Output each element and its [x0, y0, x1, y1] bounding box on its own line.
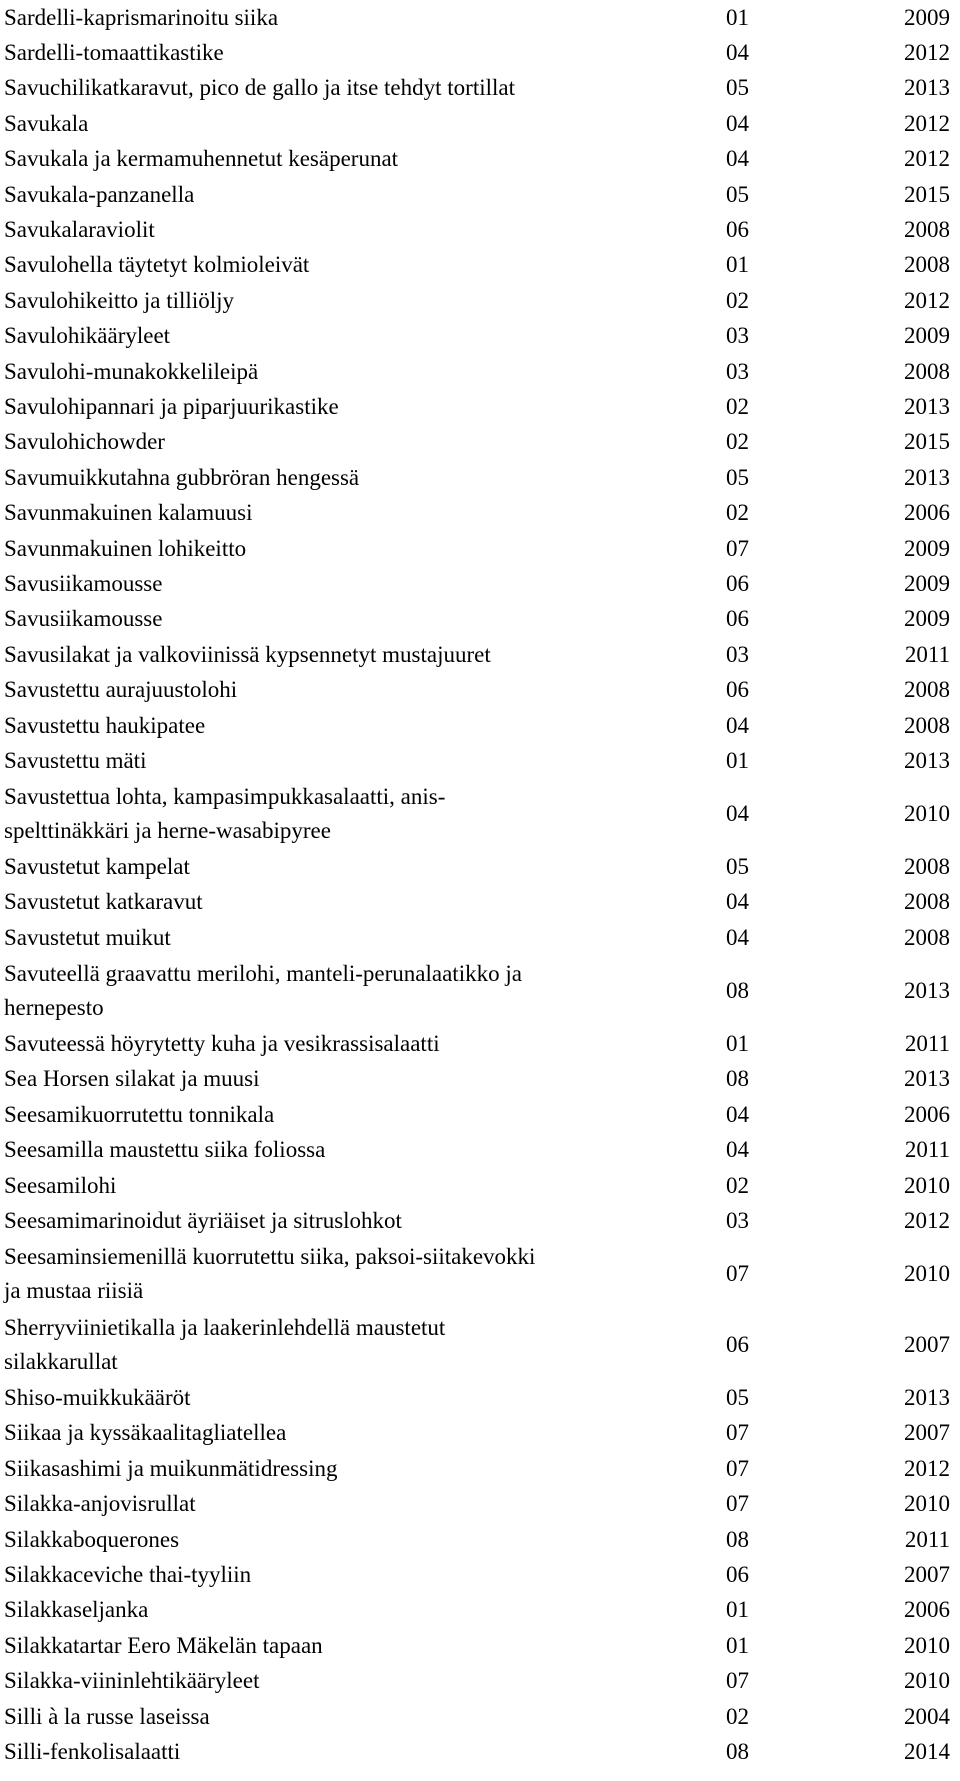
issue-year: 2008 [904, 677, 950, 703]
issue-year: 2008 [904, 252, 950, 278]
recipe-name: Savukala ja kermamuhennetut kesäperunat [4, 146, 399, 172]
index-row [4, 248, 956, 283]
index-row [4, 495, 956, 530]
issue-number: 02 [726, 500, 749, 526]
recipe-name: Siikasashimi ja muikunmätidressing [4, 1455, 338, 1481]
issue-number: 03 [726, 1208, 749, 1233]
issue-year: 2008 [904, 358, 950, 384]
issue-number: 03 [726, 358, 749, 384]
issue-number: 02 [726, 1172, 749, 1198]
issue-year: 2008 [904, 217, 950, 243]
issue-year: 2013 [904, 393, 950, 419]
index-row [4, 177, 956, 212]
index-row [4, 531, 956, 566]
recipe-name: Savukala-panzanella [4, 181, 195, 207]
issue-year: 2011 [904, 641, 950, 667]
recipe-name: Savustetut kampelat [4, 854, 190, 880]
issue-number: 05 [726, 854, 749, 880]
issue-number: 04 [726, 110, 749, 136]
index-row [4, 35, 956, 70]
issue-year: 2010 [904, 1172, 950, 1198]
issue-year: 2015 [904, 429, 950, 455]
issue-year: 2010 [904, 800, 950, 826]
issue-number: 01 [726, 4, 749, 30]
issue-number: 08 [726, 1738, 749, 1764]
index-row [4, 1133, 956, 1168]
issue-year: 2012 [904, 1455, 950, 1481]
issue-number: 02 [726, 1703, 749, 1729]
issue-number: 04 [726, 146, 749, 172]
issue-year: 2013 [904, 747, 950, 773]
issue-number: 01 [726, 252, 749, 278]
issue-number: 07 [726, 1420, 749, 1446]
issue-year: 2008 [904, 854, 950, 880]
issue-year: 2007 [904, 1331, 950, 1357]
index-row [4, 1628, 956, 1663]
recipe-name: Savustettu haukipatee [4, 712, 206, 738]
index-row [4, 743, 956, 778]
issue-number: 01 [726, 747, 749, 773]
index-row [4, 354, 956, 389]
index-row [4, 460, 956, 495]
recipe-name: Silakka-viininlehtikääryleet [4, 1668, 260, 1694]
issue-number: 01 [726, 1597, 749, 1623]
issue-year: 2013 [904, 75, 950, 101]
recipe-name: Seesamikuorrutettu tonnikala [4, 1101, 275, 1127]
issue-year: 2011 [904, 1031, 950, 1057]
issue-number: 06 [726, 570, 749, 596]
index-row [4, 319, 956, 354]
recipe-name: Seesamilohi [4, 1172, 117, 1198]
recipe-name: Silli-fenkolisalaatti [4, 1738, 181, 1764]
issue-year: 2006 [904, 1597, 950, 1623]
issue-year: 2007 [904, 1420, 950, 1446]
issue-number: 06 [726, 606, 749, 632]
issue-year: 2004 [904, 1703, 950, 1729]
issue-year: 2012 [904, 146, 950, 172]
issue-number: 04 [726, 712, 749, 738]
issue-number: 03 [726, 323, 749, 349]
issue-year: 2013 [904, 464, 950, 490]
issue-year: 2010 [904, 1261, 950, 1287]
index-row [4, 1026, 956, 1061]
index-row [4, 212, 956, 247]
recipe-name: Sardelli-kaprismarinoitu siika [4, 4, 279, 30]
recipe-name: Silakkatartar Eero Mäkelän tapaan [4, 1632, 323, 1658]
index-row [4, 1203, 956, 1238]
recipe-name: Silakkaceviche thai-tyyliin [4, 1561, 252, 1587]
index-row [4, 672, 956, 707]
issue-year: 2009 [904, 4, 950, 30]
recipe-name: Seesamimarinoidut äyriäiset ja sitruslohkot [4, 1208, 402, 1233]
index-row [4, 1557, 956, 1592]
index-row [4, 602, 956, 637]
index-row [4, 425, 956, 460]
recipe-name: Shiso-muikkukääröt [4, 1384, 191, 1410]
issue-year: 2012 [904, 40, 950, 66]
issue-number: 08 [726, 1526, 749, 1552]
index-row [4, 1486, 956, 1521]
index-row [4, 1416, 956, 1451]
index-row [4, 0, 956, 35]
index-row [4, 566, 956, 601]
recipe-name: Savustettua lohta, kampasimpukkasalaatti, anis- spelttinäkkäri ja herne-wasabipyree [4, 783, 446, 843]
issue-year: 2009 [904, 570, 950, 596]
issue-number: 04 [726, 889, 749, 915]
index-row [4, 389, 956, 424]
recipe-name: Savulohipannari ja piparjuurikastike [4, 393, 339, 419]
issue-number: 04 [726, 40, 749, 66]
issue-year: 2006 [904, 1101, 950, 1127]
recipe-name: Savuteellä graavattu merilohi, manteli-perunalaatikko ja hernepesto [4, 960, 522, 1020]
recipe-name: Savuchilikatkaravut, pico de gallo ja itse tehdyt tortillat [4, 75, 515, 101]
index-row [4, 1663, 956, 1698]
recipe-name: Savumuikkutahna gubbröran hengessä [4, 464, 360, 490]
issue-number: 05 [726, 75, 749, 101]
issue-year: 2010 [904, 1632, 950, 1658]
issue-number: 05 [726, 1384, 749, 1410]
index-row [4, 849, 956, 884]
recipe-name: Savulohi-munakokkelileipä [4, 358, 259, 384]
issue-number: 06 [726, 1561, 749, 1587]
issue-number: 01 [726, 1031, 749, 1057]
index-row [4, 1310, 956, 1381]
issue-year: 2013 [904, 1384, 950, 1410]
issue-year: 2014 [904, 1738, 950, 1764]
recipe-name: Sea Horsen silakat ja muusi [4, 1066, 260, 1092]
recipe-name: Savulohikääryleet [4, 323, 171, 349]
recipe-name: Silakkaseljanka [4, 1597, 149, 1623]
issue-year: 2008 [904, 889, 950, 915]
index-row [4, 708, 956, 743]
recipe-name: Savustetut katkaravut [4, 889, 203, 915]
issue-number: 08 [726, 977, 749, 1003]
issue-number: 02 [726, 429, 749, 455]
recipe-name: Savusiikamousse [4, 570, 163, 596]
recipe-name: Savulohikeitto ja tilliöljy [4, 287, 234, 313]
index-row [4, 956, 956, 1027]
recipe-name: Savulohichowder [4, 429, 165, 455]
issue-year: 2009 [904, 535, 950, 561]
issue-number: 06 [726, 217, 749, 243]
index-row [4, 106, 956, 141]
issue-number: 04 [726, 800, 749, 826]
recipe-name: Savunmakuinen lohikeitto [4, 535, 247, 561]
issue-year: 2007 [904, 1561, 950, 1587]
index-row [4, 1734, 956, 1769]
issue-number: 05 [726, 464, 749, 490]
issue-year: 2015 [904, 181, 950, 207]
issue-number: 02 [726, 287, 749, 313]
issue-number: 04 [726, 1137, 749, 1163]
recipe-name: Savulohella täytetyt kolmioleivät [4, 252, 310, 278]
index-row [4, 920, 956, 955]
index-row [4, 1239, 956, 1310]
issue-number: 06 [726, 677, 749, 703]
index-row [4, 637, 956, 672]
recipe-name: Seesaminsiemenillä kuorrutettu siika, paksoi-siitakevokki ja mustaa riisiä [4, 1244, 536, 1304]
recipe-name: Savukala [4, 110, 89, 136]
recipe-name: Savusilakat ja valkoviinissä kypsennetyt mustajuuret [4, 641, 491, 667]
recipe-name: Savustettu mäti [4, 747, 147, 773]
index-row [4, 1380, 956, 1415]
index-row [4, 885, 956, 920]
recipe-name: Savustettu aurajuustolohi [4, 677, 238, 703]
recipe-name: Savuteessä höyrytetty kuha ja vesikrassisalaatti [4, 1031, 440, 1057]
recipe-name: Sherryviinietikalla ja laakerinlehdellä maustetut silakkarullat [4, 1314, 446, 1374]
issue-year: 2012 [904, 110, 950, 136]
index-row [4, 283, 956, 318]
index-row [4, 142, 956, 177]
index-row [4, 1699, 956, 1734]
index-row [4, 71, 956, 106]
issue-year: 2012 [904, 287, 950, 313]
issue-year: 2008 [904, 712, 950, 738]
issue-number: 07 [726, 1491, 749, 1517]
recipe-name: Savustetut muikut [4, 924, 171, 950]
index-row [4, 1062, 956, 1097]
recipe-name: Savunmakuinen kalamuusi [4, 500, 253, 526]
issue-year: 2008 [904, 924, 950, 950]
recipe-index-table [4, 0, 956, 1770]
issue-number: 06 [726, 1331, 749, 1357]
issue-number: 02 [726, 393, 749, 419]
issue-number: 07 [726, 1455, 749, 1481]
issue-year: 2009 [904, 606, 950, 632]
issue-year: 2010 [904, 1668, 950, 1694]
recipe-name: Silakka-anjovisrullat [4, 1491, 196, 1517]
index-row [4, 1097, 956, 1132]
index-row [4, 1593, 956, 1628]
index-row [4, 1451, 956, 1486]
issue-year: 2010 [904, 1491, 950, 1517]
issue-number: 07 [726, 1261, 749, 1287]
index-row [4, 779, 956, 850]
issue-number: 05 [726, 181, 749, 207]
issue-number: 07 [726, 1668, 749, 1694]
issue-number: 01 [726, 1632, 749, 1658]
recipe-name: Sardelli-tomaattikastike [4, 40, 224, 66]
issue-year: 2011 [904, 1526, 950, 1552]
issue-number: 07 [726, 535, 749, 561]
recipe-name: Siikaa ja kyssäkaalitagliatellea [4, 1420, 287, 1446]
issue-year: 2006 [904, 500, 950, 526]
recipe-name: Silakkaboquerones [4, 1526, 180, 1552]
issue-year: 2011 [904, 1137, 950, 1163]
issue-number: 08 [726, 1066, 749, 1092]
issue-number: 04 [726, 924, 749, 950]
index-row [4, 1522, 956, 1557]
index-row [4, 1168, 956, 1203]
recipe-name: Silli à la russe laseissa [4, 1703, 210, 1729]
issue-number: 04 [726, 1101, 749, 1127]
recipe-name: Seesamilla maustettu siika foliossa [4, 1137, 326, 1163]
issue-year: 2012 [904, 1208, 950, 1233]
issue-year: 2009 [904, 323, 950, 349]
issue-year: 2013 [904, 977, 950, 1003]
issue-year: 2013 [904, 1066, 950, 1092]
issue-number: 03 [726, 641, 749, 667]
recipe-name: Savukalaraviolit [4, 217, 155, 243]
recipe-name: Savusiikamousse [4, 606, 163, 632]
